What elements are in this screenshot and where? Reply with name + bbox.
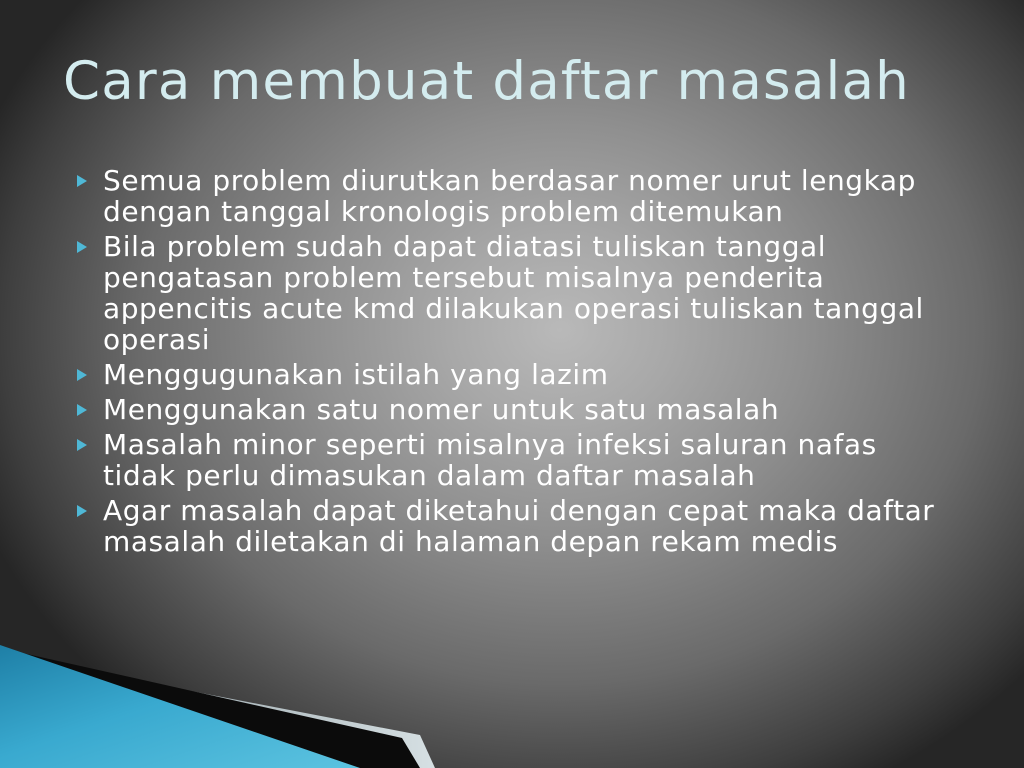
slide-title: Cara membuat daftar masalah (63, 51, 910, 112)
triangle-right-icon (72, 165, 103, 196)
bullet-item (72, 429, 952, 491)
bullet-text: Menggugunakan istilah yang lazim (103, 358, 609, 391)
bullet-text: Agar masalah dapat diketahui dengan cepat maka daftar masalah diletakan di halaman depan rekam medis (103, 494, 935, 558)
bullet-text: Semua problem diurutkan berdasar nomer urut lengkap dengan tanggal kronologis problem ditemukan (103, 164, 916, 228)
bullet-text: Masalah minor seperti misalnya infeksi saluran nafas tidak perlu dimasukan dalam daftar masalah (103, 428, 877, 492)
bullet-item (72, 394, 952, 425)
triangle-right-icon (72, 231, 103, 262)
bullet-list (72, 165, 952, 561)
bullet-item (72, 165, 952, 227)
bullet-text: Bila problem sudah dapat diatasi tuliskan tanggal pengatasan problem tersebut misalnya penderita appencitis acute kmd dilakukan operasi tuliskan tanggal operasi (103, 230, 924, 356)
bullet-item (72, 495, 952, 557)
bullet-text: Menggunakan satu nomer untuk satu masalah (103, 393, 780, 426)
triangle-right-icon (72, 495, 103, 526)
bullet-item (72, 359, 952, 390)
triangle-right-icon (72, 394, 103, 425)
bullet-item (72, 231, 952, 355)
triangle-right-icon (72, 359, 103, 390)
triangle-right-icon (72, 429, 103, 460)
